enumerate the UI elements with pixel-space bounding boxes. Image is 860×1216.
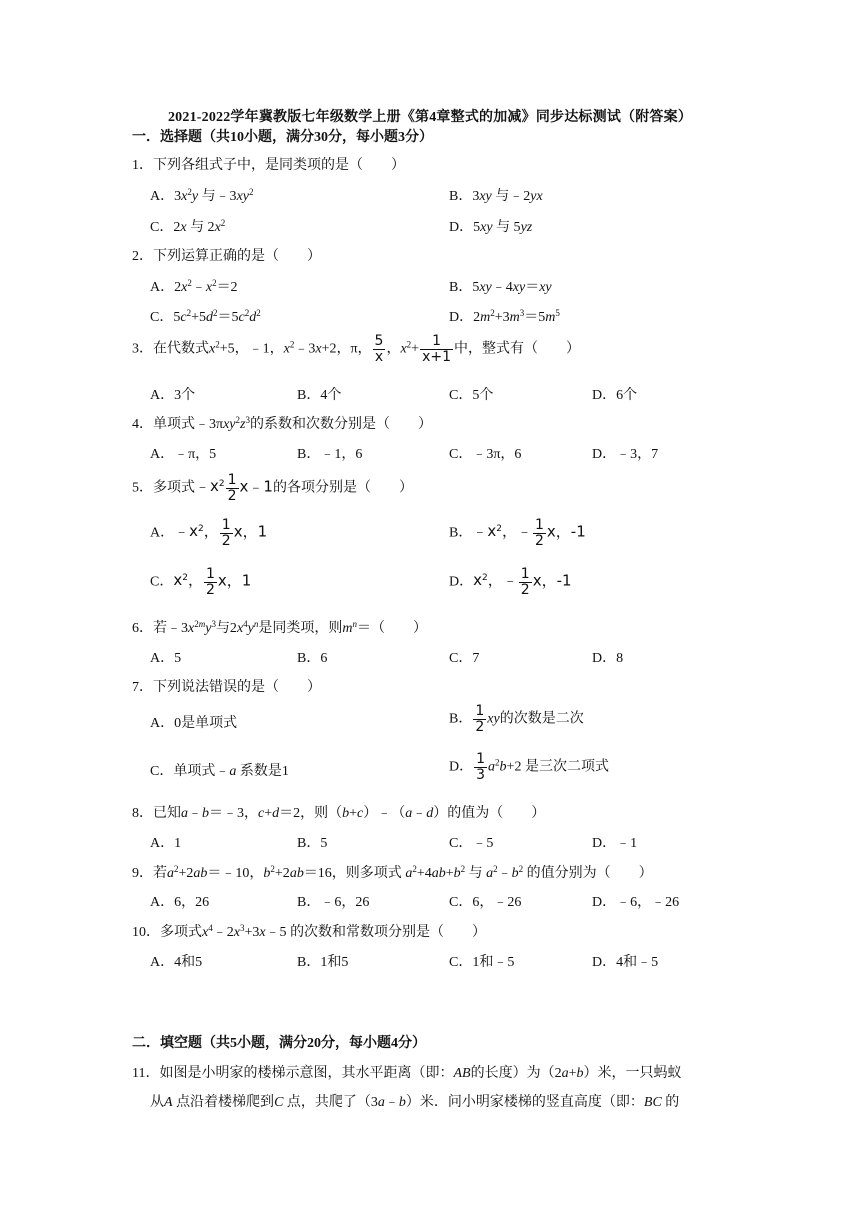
q2-option-d: D．$2m^2+3m^3=5m^5$ (449, 308, 560, 325)
question-10: 10．多项式$x^4﹣2x^3+3x﹣5$ 的次数和常数项分别是（ ） (132, 923, 487, 940)
section-heading-fill: 二．填空题（共5小题，满分20分，每小题4分） (132, 1036, 426, 1051)
question-5: 5．多项式$﹣x^2$ $\frac{1}{2}$ x﹣1的各项分别是（ ） (132, 472, 413, 504)
q5-option-c: C．$x^2$， $\frac{1}{2}$ x，1 (150, 566, 252, 598)
q4-option-c: C．﹣3π，6 (449, 447, 522, 462)
q8-option-b: B．5 (297, 836, 328, 851)
q9-option-b: B．﹣6，26 (297, 895, 370, 910)
q3-option-c: C．5个 (449, 388, 494, 403)
q8-option-a: A．1 (150, 836, 182, 851)
q3-option-b: B．4个 (297, 388, 342, 403)
q5-option-a: A．$﹣x^2$， $\frac{1}{2}$ x，1 (150, 517, 268, 549)
q10-option-d: D．4和﹣5 (592, 955, 659, 970)
q8-option-c: C．﹣5 (449, 836, 494, 851)
q8-option-d: D．﹣1 (592, 836, 638, 851)
q2-option-a: A．$2x^2﹣x^2=2$ (150, 278, 238, 295)
question-7: 7．下列说法错误的是（ ） (132, 680, 321, 695)
question-3: 3．在代数式$x^2+5$，﹣1，$x^2﹣3x+2$，π， $\frac{5}{x}$ ，$x^2+$ $\frac{1}{x+1}$ 中，整式有（ ） (132, 333, 581, 365)
q10-option-b: B．1和5 (297, 955, 349, 970)
q1-option-a: A．$3x^2y$ 与$﹣3xy^2$ (150, 187, 254, 204)
q3-option-d: D．6个 (592, 388, 638, 403)
q5-option-d: D．$x^2$，﹣ $\frac{1}{2}$ x，-1 (449, 566, 572, 598)
section-heading-choice: 一．选择题（共10小题，满分30分，每小题3分） (132, 130, 433, 145)
q3-option-a: A．3个 (150, 388, 196, 403)
question-2: 2．下列运算正确的是（ ） (132, 249, 321, 264)
q10-option-c: C．1和﹣5 (449, 955, 515, 970)
q6-option-d: D．8 (592, 651, 624, 666)
q6-option-a: A．5 (150, 651, 182, 666)
fraction-1-over-x-plus-1: $\frac{1}{x+1}$ (422, 333, 452, 365)
question-11-line-2: 从A 点沿着楼梯爬到C 点，共爬了（3a﹣b）米．问小明家楼梯的竖直高度（即：BC 的 (150, 1095, 680, 1110)
question-6: 6．若$﹣3x^{2m}y^3$与$2x^4y^n$是同类项，则$m^n=$（ ） (132, 619, 427, 636)
q7-option-a: A．0是单项式 (150, 716, 238, 731)
page-title: 2021-2022学年冀教版七年级数学上册《第4章整式的加减》同步达标测试（附答案） (167, 110, 693, 125)
q7-option-c: C．单项式﹣a 系数是1 (150, 764, 289, 779)
q4-option-a: A．﹣π，5 (150, 447, 217, 462)
question-4: 4．单项式$﹣3\pi xy^2z^3$的系数和次数分别是（ ） (132, 415, 432, 432)
q6-option-b: B．6 (297, 651, 328, 666)
q1-option-c: C．2x 与 $2x^2$ (150, 218, 226, 235)
q2-option-b: B．5xy﹣4xy＝xy (449, 280, 552, 295)
q4-option-b: B．﹣1，6 (297, 447, 363, 462)
q9-option-c: C．6，﹣26 (449, 895, 522, 910)
q1-option-d: D．5xy 与 5yz (449, 220, 533, 235)
q1-option-b: B．3xy 与﹣2yx (449, 189, 543, 204)
q4-option-d: D．﹣3，7 (592, 447, 659, 462)
q7-option-b: B． $\frac{1}{2}$ xy的次数是二次 (449, 703, 584, 735)
q5-option-b: B．$﹣x^2$，﹣ $\frac{1}{2}$ x，-1 (449, 517, 586, 549)
q7-option-d: D． $\frac{1}{3}$ $a^2b+2$ 是三次二项式 (449, 751, 609, 783)
q6-option-c: C．7 (449, 651, 480, 666)
q9-option-a: A．6，26 (150, 895, 210, 910)
q2-option-c: C．$5c^2+5d^2=5c^2d^2$ (150, 308, 261, 325)
q10-option-a: A．4和5 (150, 955, 203, 970)
q9-option-d: D．﹣6，﹣26 (592, 895, 680, 910)
question-1: 1．下列各组式子中，是同类项的是（ ） (132, 158, 405, 173)
question-8: 8．已知a﹣b＝﹣3，c+d＝2，则（b+c）﹣（a﹣d）的值为（ ） (132, 806, 546, 821)
question-9: 9．若$a^2+2ab=﹣10$，$b^2+2ab=16$，则多项式 $a^2+4ab+b^2$ 与 $a^2﹣b^2$ 的值分别为（ ） (132, 864, 653, 881)
question-11-line-1: 11．如图是小明家的楼梯示意图，其水平距离（即：AB的长度）为（2a+b）米，一只蚂蚁 (132, 1066, 682, 1081)
fraction-5-over-x: $\frac{5}{x}$ (374, 333, 384, 365)
